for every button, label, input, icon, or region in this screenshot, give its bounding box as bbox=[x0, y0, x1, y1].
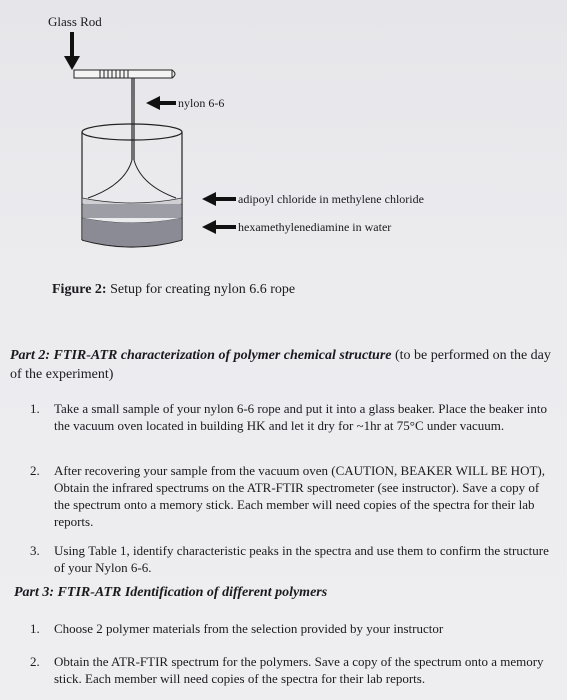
glass-rod-label: Glass Rod bbox=[48, 14, 102, 29]
part2-heading-rest: (to be performed on the day of the experiment) bbox=[10, 348, 551, 382]
organic-arrow-icon bbox=[202, 192, 236, 206]
part3-heading: Part 3: FTIR-ATR Identification of different polymers bbox=[14, 585, 328, 600]
part2-heading bbox=[10, 346, 555, 384]
rod-arrow-icon bbox=[64, 32, 80, 70]
list-item bbox=[30, 620, 530, 640]
list-item bbox=[30, 653, 544, 689]
aqueous-layer-label: hexamethylenediamine in water bbox=[238, 220, 392, 234]
organic-layer-label: adipoyl chloride in methylene chloride bbox=[238, 192, 424, 206]
list-item-text: Using Table 1, identify characteristic peaks in the spectra and use them to confirm the structure of your Nylon 6-6. bbox=[54, 543, 549, 575]
part2-heading-bold: Part 2: FTIR-ATR characterization of polymer chemical structure bbox=[10, 348, 392, 363]
list-item-text: Choose 2 polymer materials from the selection provided by your instructor bbox=[54, 621, 444, 636]
figure-caption-prefix: Figure 2: bbox=[52, 282, 107, 297]
list-item-text: Obtain the ATR-FTIR spectrum for the polymers. Save a copy of the spectrum onto a memory stick. Each member will need copies of the spectra for their lab reports. bbox=[54, 654, 544, 686]
list-item-text: After recovering your sample from the vacuum oven (CAUTION, BEAKER WILL BE HOT), Obtain the infrared spectrums on the ATR-FTIR spectrometer (see instructor). Save a copy of the spectrum onto a memory stick. Each member will need copies of the spectra for their lab reports. bbox=[54, 463, 545, 529]
nylon-label: nylon 6-6 bbox=[178, 96, 225, 110]
list-item bbox=[30, 542, 549, 578]
list-item-number: 2. bbox=[30, 463, 40, 478]
figure-caption-text: Setup for creating nylon 6.6 rope bbox=[106, 282, 296, 297]
nylon-arrow-icon bbox=[146, 96, 176, 110]
nylon-setup-figure bbox=[0, 0, 567, 280]
list-item-number: 2. bbox=[30, 654, 40, 669]
list-item bbox=[30, 400, 547, 452]
figure-caption bbox=[52, 282, 295, 298]
list-item-text: Take a small sample of your nylon 6-6 rope and put it into a glass beaker. Place the beaker into the vacuum oven located in building HK and let it dry for ~1hr at 75°C under vacuum. bbox=[54, 401, 547, 433]
list-item-number: 1. bbox=[30, 401, 40, 416]
list-item-number: 1. bbox=[30, 621, 40, 636]
glass-rod bbox=[74, 70, 175, 78]
list-item-number: 3. bbox=[30, 543, 40, 558]
aqueous-arrow-icon bbox=[202, 220, 236, 234]
list-item bbox=[30, 462, 545, 532]
